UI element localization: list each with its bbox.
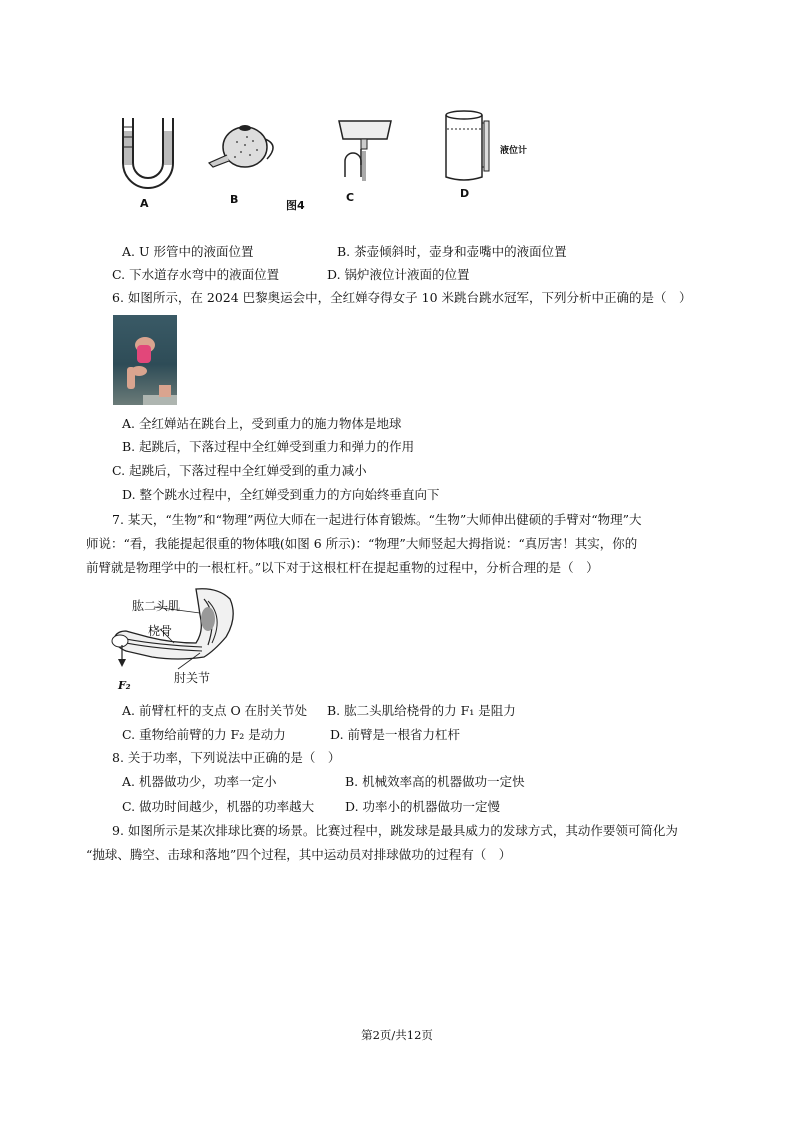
q8-stem: 8. 关于功率，下列说法中正确的是（ ）	[112, 750, 341, 765]
teapot-illustration	[205, 117, 285, 177]
gauge-label: 液位计	[500, 146, 528, 156]
biceps-label: 肱二头肌	[132, 599, 181, 613]
label-c: C	[346, 191, 355, 204]
q6-option-d: D. 整个跳水过程中，全红婵受到重力的方向始终垂直向下	[122, 487, 440, 502]
arm-lever-figure	[108, 585, 248, 697]
q6-option-b: B. 起跳后，下落过程中全红婵受到重力和弹力的作用	[122, 439, 415, 454]
q5-option-d: D. 锅炉液位计液面的位置	[327, 267, 470, 282]
label-a: A	[140, 197, 149, 210]
q7-stem-line3: 前臂就是物理学中的一根杠杆。”以下对于这根杠杆在提起重物的过程中，分析合理的是（ ）	[86, 560, 599, 575]
q6-option-c: C. 起跳后，下落过程中全红婵受到的重力减小	[112, 463, 367, 478]
label-d: D	[460, 187, 470, 200]
q7-option-d: D. 前臂是一根省力杠杆	[330, 727, 461, 742]
u-tube-illustration	[118, 113, 178, 193]
label-b: B	[230, 193, 239, 206]
force-f2-label: F₂	[118, 679, 131, 692]
q7-option-a: A. 前臂杠杆的支点 O 在肘关节处	[122, 703, 308, 718]
q5-option-b: B. 茶壶倾斜时，壶身和壶嘴中的液面位置	[337, 244, 567, 259]
boiler-gauge-illustration	[440, 107, 500, 187]
q7-stem-line1: 7. 某天，“生物”和“物理”两位大师在一起进行体育锻炼。“生物”大师伸出健硕的手臂对“物理”大	[112, 512, 642, 527]
radius-label: 桡骨	[148, 624, 173, 638]
q8-option-c: C. 做功时间越少，机器的功率越大	[122, 799, 315, 814]
q7-stem-line2: 师说：“看，我能提起很重的物体哦(如图 6 所示)：“物理”大师竖起大拇指说：“真厉害！其实，你的	[86, 536, 638, 551]
figure-4	[110, 105, 550, 215]
q6-stem: 6. 如图所示，在 2024 巴黎奥运会中，全红婵夺得女子 10 米跳台跳水冠军，下列分析中正确的是（ ）	[112, 290, 692, 305]
q8-option-b: B. 机械效率高的机器做功一定快	[345, 774, 525, 789]
q8-option-d: D. 功率小的机器做功一定慢	[345, 799, 501, 814]
page-footer: 第2页/共12页	[361, 1028, 433, 1042]
q5-option-a: A. U 形管中的液面位置	[122, 244, 254, 259]
q5-option-c: C. 下水道存水弯中的液面位置	[112, 267, 280, 282]
q9-stem-line1: 9. 如图所示是某次排球比赛的场景。比赛过程中，跳发球是最具威力的发球方式，其动作要领可简化为	[112, 823, 678, 838]
q6-option-a: A. 全红婵站在跳台上，受到重力的施力物体是地球	[122, 416, 402, 431]
q8-option-a: A. 机器做功少，功率一定小	[122, 774, 277, 789]
sink-trap-illustration	[335, 115, 395, 185]
q7-option-c: C. 重物给前臂的力 F₂ 是动力	[122, 727, 286, 742]
q7-option-b: B. 肱二头肌给桡骨的力 F₁ 是阻力	[327, 703, 516, 718]
figure-caption: 图4	[286, 199, 305, 212]
diver-photo	[113, 315, 177, 405]
elbow-label: 肘关节	[174, 671, 211, 685]
q9-stem-line2: “抛球、腾空、击球和落地”四个过程，其中运动员对排球做功的过程有（ ）	[86, 847, 512, 862]
